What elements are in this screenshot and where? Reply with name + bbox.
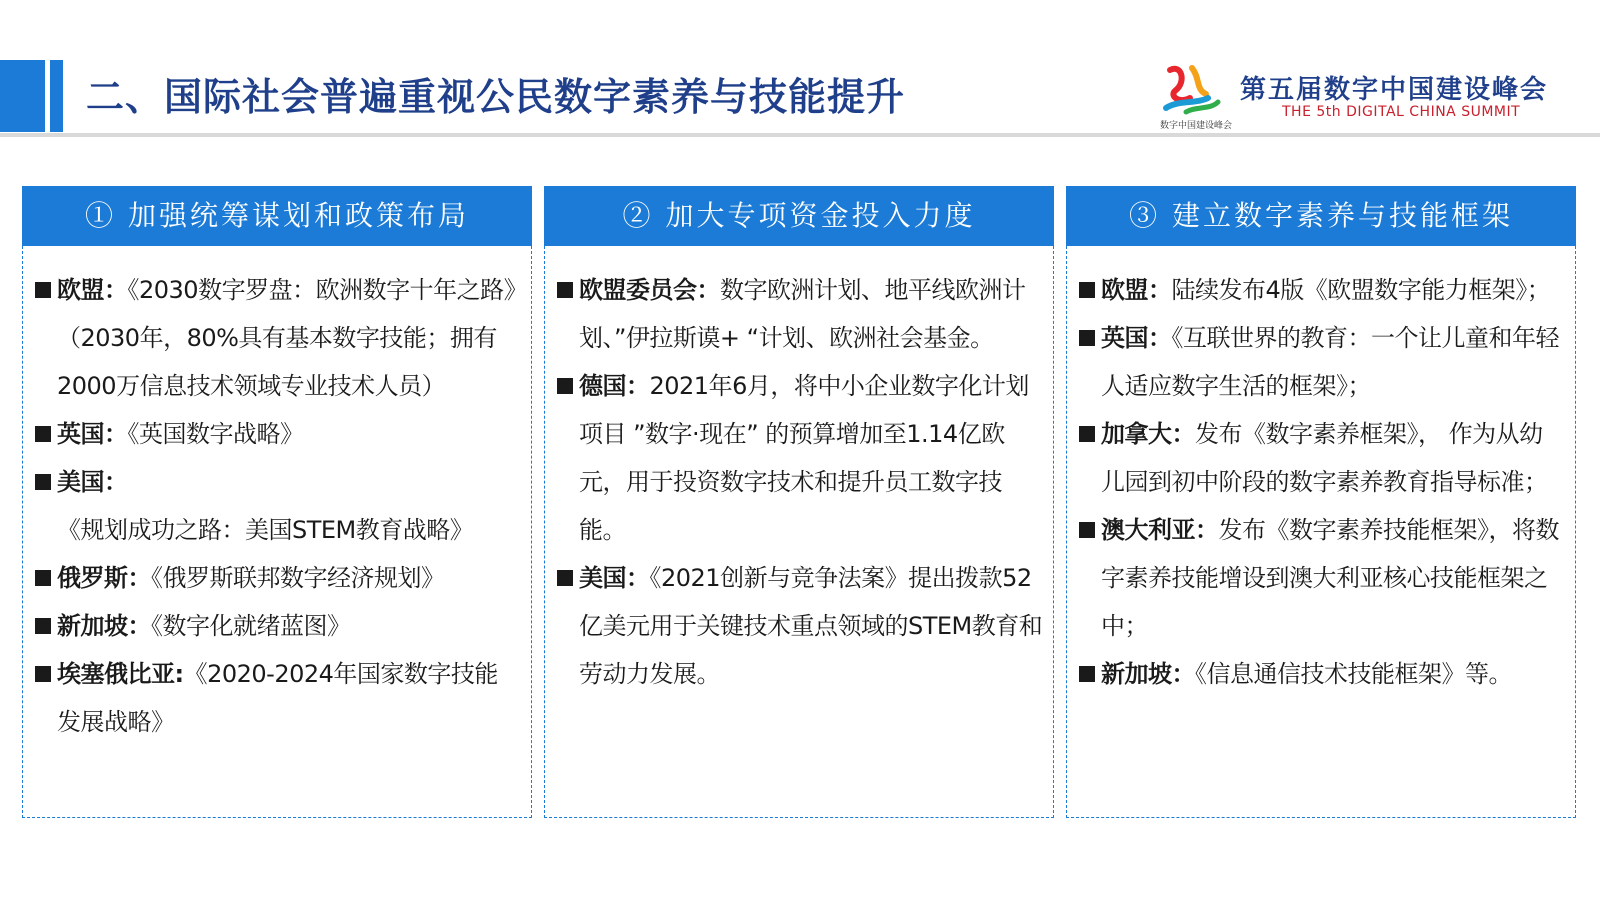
list-item — [35, 266, 521, 410]
square-bullet-icon — [35, 282, 51, 298]
square-bullet-icon — [557, 378, 573, 394]
item-text: 《英国数字战略》 — [127, 420, 304, 448]
item-label: 新加坡： — [57, 612, 151, 640]
square-bullet-icon — [35, 618, 51, 634]
square-bullet-icon — [35, 426, 51, 442]
list-item — [35, 602, 521, 650]
item-label: 美国： — [579, 564, 650, 592]
item-text: 《规划成功之路：美国STEM教育战略》 — [57, 516, 474, 544]
list-item — [1079, 410, 1565, 506]
column-body — [22, 246, 532, 818]
item-text: 《数字化就绪蓝图》 — [151, 612, 351, 640]
item-text: 《信息通信技术技能框架》等。 — [1195, 660, 1512, 688]
column-body — [544, 246, 1054, 818]
title-divider — [0, 133, 1600, 137]
item-text: 《2020-2024年国家数字技能发展战略》 — [57, 660, 498, 736]
summit-logo — [1156, 60, 1596, 132]
square-bullet-icon — [1079, 282, 1095, 298]
column-funding — [544, 186, 1054, 818]
logo-english-name: THE 5th DIGITAL CHINA SUMMIT — [1282, 104, 1521, 120]
page-title: 二、国际社会普遍重视公民数字素养与技能提升 — [86, 75, 906, 119]
list-item — [1079, 650, 1565, 698]
logo-mark-caption: 数字中国建设峰会 — [1159, 121, 1232, 131]
item-label: 埃塞俄比亚: — [57, 660, 184, 688]
square-bullet-icon — [1079, 522, 1095, 538]
square-bullet-icon — [557, 282, 573, 298]
square-bullet-icon — [35, 570, 51, 586]
item-label: 俄罗斯： — [57, 564, 151, 592]
title-accent-bar — [0, 60, 45, 132]
square-bullet-icon — [35, 666, 51, 682]
list-item — [1079, 314, 1565, 410]
list-item — [557, 554, 1043, 698]
item-text: 发布《数字素养框架》， 作为从幼儿园到初中阶段的数字素养教育指导标准； — [1101, 420, 1548, 496]
list-item — [35, 554, 521, 602]
title-accent-bar-thin — [50, 60, 63, 132]
item-label: 英国： — [57, 420, 128, 448]
item-label: 澳大利亚： — [1101, 516, 1219, 544]
item-label: 加拿大： — [1101, 420, 1195, 448]
square-bullet-icon — [1079, 666, 1095, 682]
list-item — [557, 266, 1043, 362]
list-item — [35, 650, 521, 746]
item-text: 发布《数字素养技能框架》，将数字素养技能增设到澳大利亚核心技能框架之中； — [1101, 516, 1559, 640]
item-label: 美国： — [57, 468, 128, 496]
list-item — [1079, 266, 1565, 314]
column-header: ③ 建立数字素养与技能框架 — [1066, 186, 1576, 246]
item-label: 欧盟委员会： — [579, 276, 720, 304]
square-bullet-icon — [557, 570, 573, 586]
item-label: 新加坡： — [1101, 660, 1195, 688]
list-item — [35, 410, 521, 458]
column-header: ① 加强统筹谋划和政策布局 — [22, 186, 532, 246]
item-text: 陆续发布4版《欧盟数字能力框架》； — [1171, 276, 1551, 304]
item-text: 《俄罗斯联邦数字经济规划》 — [151, 564, 445, 592]
column-policy — [22, 186, 532, 818]
item-label: 欧盟： — [1101, 276, 1172, 304]
list-item — [557, 362, 1043, 554]
column-framework — [1066, 186, 1576, 818]
list-item — [35, 458, 521, 554]
column-body — [1066, 246, 1576, 818]
item-text: 《2021创新与竞争法案》提出拨款52亿美元用于关键技术重点领域的STEM教育和劳动力发展。 — [579, 564, 1043, 688]
square-bullet-icon — [1079, 426, 1095, 442]
square-bullet-icon — [35, 474, 51, 490]
item-label: 英国： — [1101, 324, 1172, 352]
item-text: 2021年6月，将中小企业数字化计划项目 ”数字·现在” 的预算增加至1.14亿欧元，用于投资数字技术和提升员工数字技能。 — [579, 372, 1029, 544]
list-item — [1079, 506, 1565, 650]
logo-chinese-name: 第五届数字中国建设峰会 — [1240, 75, 1549, 105]
item-label: 德国： — [579, 372, 650, 400]
square-bullet-icon — [1079, 330, 1095, 346]
column-header: ② 加大专项资金投入力度 — [544, 186, 1054, 246]
item-text: 《2030数字罗盘：欧洲数字十年之路》（2030年，80%具有基本数字技能；拥有2000万信息技术领域专业技术人员） — [57, 276, 516, 400]
item-label: 欧盟： — [57, 276, 128, 304]
item-text: 《互联世界的教育：一个让儿童和年轻人适应数字生活的框架》； — [1101, 324, 1559, 400]
item-text: 数字欧洲计划、地平线欧洲计划、”伊拉斯谟+ “计划、欧洲社会基金。 — [579, 276, 1026, 352]
